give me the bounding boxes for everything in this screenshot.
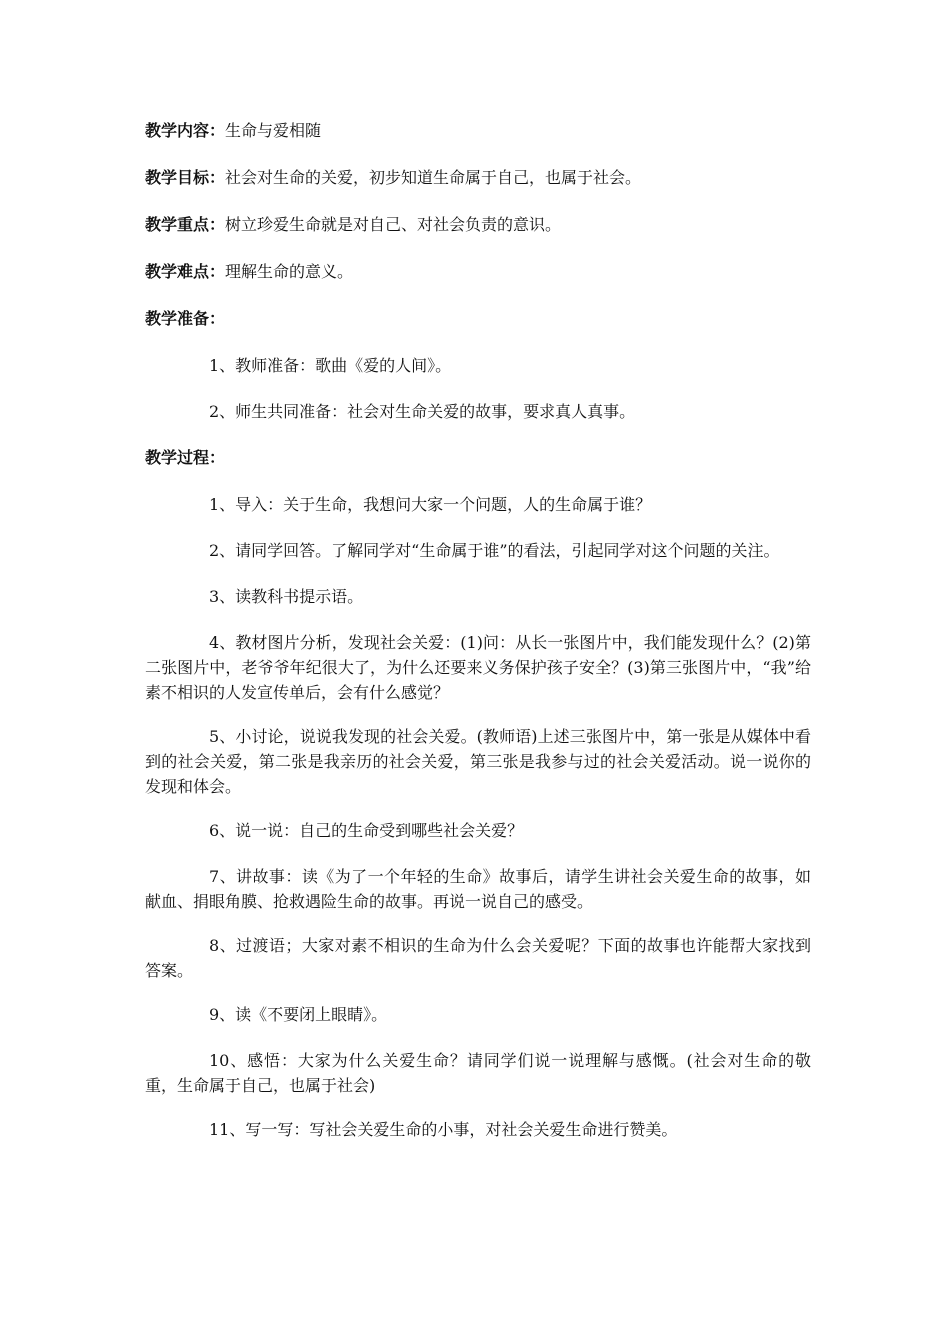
field-difficulty: [145, 259, 811, 284]
process-item: 7、讲故事：读《为了一个年轻的生命》故事后，请学生讲社会关爱生命的故事，如献血、捐眼角膜、抢救遇险生命的故事。再说一说自己的感受。: [145, 867, 811, 911]
field-difficulty-label: 教学难点：: [145, 262, 226, 281]
lesson-plan-page: [145, 118, 811, 1163]
field-goal: [145, 165, 811, 190]
process-item: 10、感悟：大家为什么关爱生命？请同学们说一说理解与感慨。(社会对生命的敬重，生命属于自己，也属于社会): [145, 1051, 811, 1095]
field-key-point-label: 教学重点：: [145, 215, 226, 234]
process-item: 3、读教科书提示语。: [209, 587, 364, 606]
field-preparation-label: 教学准备：: [145, 309, 226, 328]
process-item: 4、教材图片分析，发现社会关爱：(1)问：从长一张图片中，我们能发现什么？(2)第二张图片中，老爷爷年纪很大了，为什么还要来义务保护孩子安全？(3)第三张图片中，“我”给素不相识的人发宣传单后，会有什么感觉？: [145, 633, 811, 702]
process-item: 11、写一写：写社会关爱生命的小事，对社会关爱生命进行赞美。: [209, 1120, 678, 1139]
preparation-item: 2、师生共同准备：社会对生命关爱的故事，要求真人真事。: [209, 402, 636, 421]
process-item: 5、小讨论，说说我发现的社会关爱。(教师语)上述三张图片中，第一张是从媒体中看到的社会关爱，第二张是我亲历的社会关爱，第三张是我参与过的社会关爱活动。说一说你的发现和体会。: [145, 727, 811, 796]
field-goal-value: 社会对生命的关爱，初步知道生命属于自己，也属于社会。: [225, 168, 642, 187]
field-content: [145, 118, 811, 143]
field-content-label: 教学内容：: [145, 121, 226, 140]
field-key-point-value: 树立珍爱生命就是对自己、对社会负责的意识。: [225, 215, 562, 234]
field-process-label: 教学过程：: [145, 448, 226, 467]
process-item: 9、读《不要闭上眼睛》。: [209, 1005, 388, 1024]
field-key-point: [145, 212, 811, 237]
field-goal-label: 教学目标：: [145, 168, 226, 187]
process-item: 2、请同学回答。了解同学对“生命属于谁”的看法，引起同学对这个问题的关注。: [209, 541, 780, 560]
process-item: 8、过渡语；大家对素不相识的生命为什么会关爱呢？下面的故事也许能帮大家找到答案。: [145, 936, 811, 980]
field-difficulty-value: 理解生命的意义。: [225, 262, 354, 281]
field-process: [145, 445, 811, 470]
process-item: 6、说一说：自己的生命受到哪些社会关爱？: [209, 821, 524, 840]
process-item: 1、导入：关于生命，我想问大家一个问题，人的生命属于谁？: [209, 495, 652, 514]
preparation-item: 1、教师准备：歌曲《爱的人间》。: [209, 356, 452, 375]
field-preparation: [145, 306, 811, 331]
field-content-value: 生命与爱相随: [225, 121, 322, 140]
